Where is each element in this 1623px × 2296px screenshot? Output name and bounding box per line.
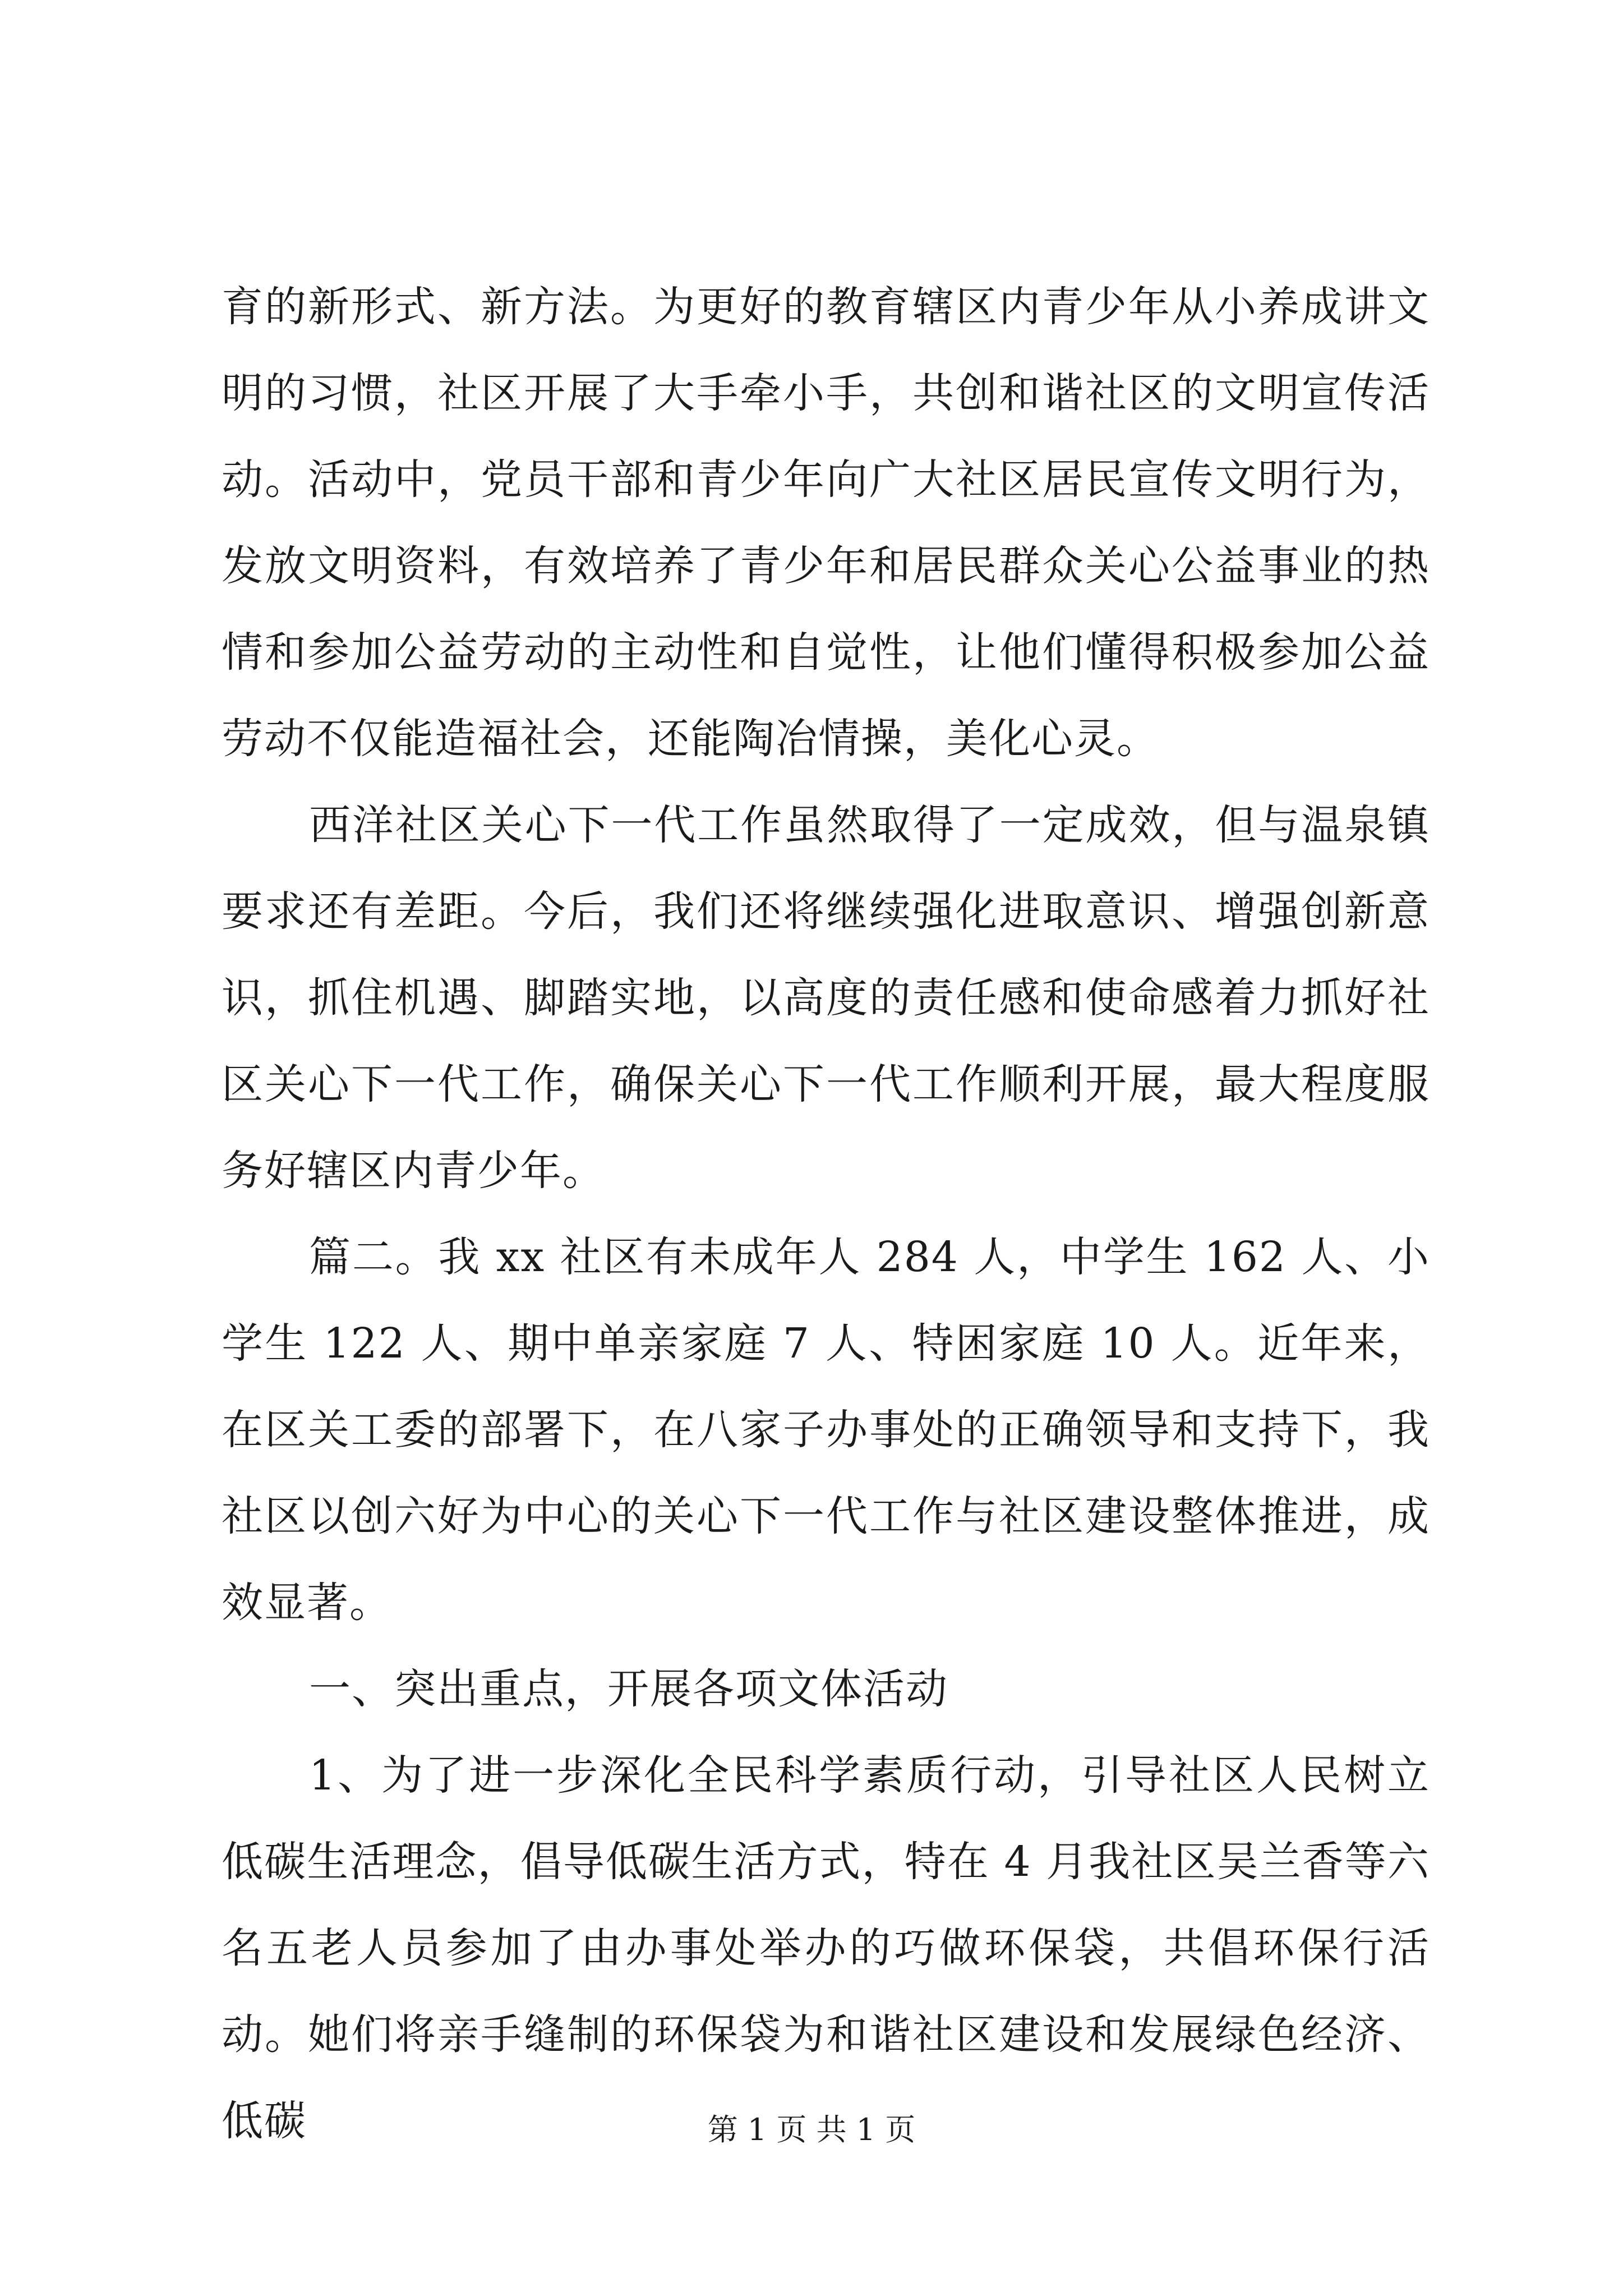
paragraph-3: 篇二。我 xx 社区有未成年人 284 人，中学生 162 人、小学生 122 人、期中单亲家庭 7 人、特困家庭 10 人。近年来，在区关工委的部署下，在八家子办事处的正确领导和支持下，我社区以创六好为中心的关心下一代工作与社区建设整体推进，成效显著。	[222, 1233, 1430, 1627]
section-heading-1: 一、突出重点，开展各项文体活动	[309, 1665, 948, 1713]
paragraph-4: 1、为了进一步深化全民科学素质行动，引导社区人民树立低碳生活理念，倡导低碳生活方式，特在 4 月我社区吴兰香等六名五老人员参加了由办事处举办的巧做环保袋，共倡环保行活动。她们将亲手缝制的环保袋为和谐社区建设和发展绿色经济、低碳	[222, 1751, 1430, 2145]
paragraph-1: 育的新形式、新方法。为更好的教育辖区内青少年从小养成讲文明的习惯，社区开展了大手牵小手，共创和谐社区的文明宣传活动。活动中，党员干部和青少年向广大社区居民宣传文明行为，发放文明资料，有效培养了青少年和居民群众关心公益事业的热情和参加公益劳动的主动性和自觉性，让他们懂得积极参加公益劳动不仅能造福社会，还能陶冶情操，美化心灵。	[222, 283, 1430, 763]
page-footer: 第 1 页 共 1 页	[707, 2112, 916, 2147]
document-body	[222, 264, 1430, 2164]
paragraph-2: 西洋社区关心下一代工作虽然取得了一定成效，但与温泉镇要求还有差距。今后，我们还将继续强化进取意识、增强创新意识，抓住机遇、脚踏实地，以高度的责任感和使命感着力抓好社区关心下一代工作，确保关心下一代工作顺利开展，最大程度服务好辖区内青少年。	[222, 801, 1430, 1195]
